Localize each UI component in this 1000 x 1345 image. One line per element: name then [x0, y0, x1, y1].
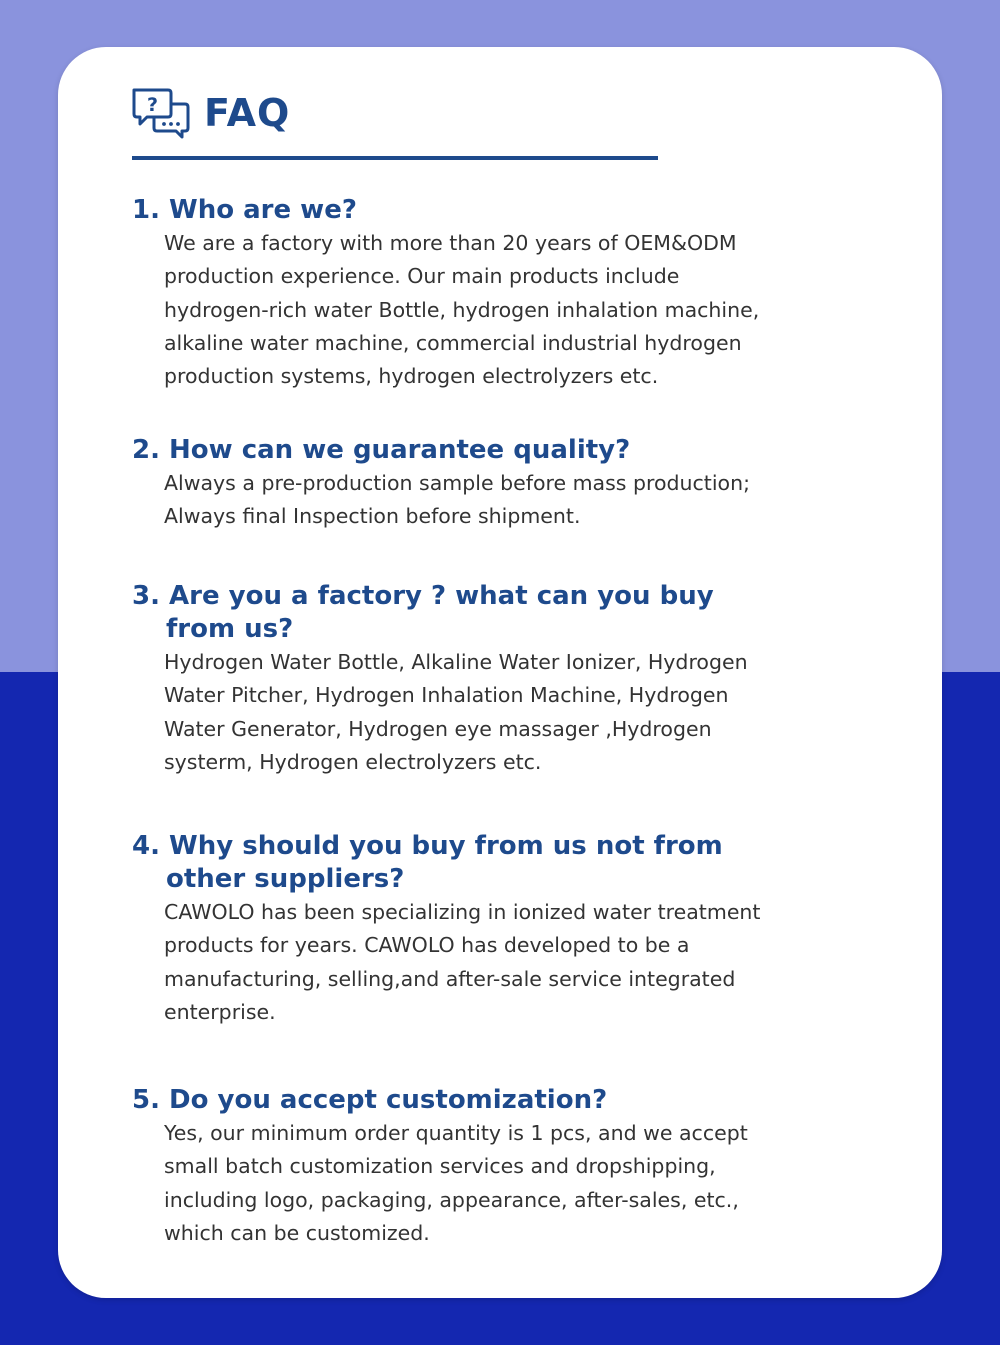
faq-card: [58, 47, 942, 1298]
faq-question: [132, 830, 872, 896]
faq-answer: [132, 896, 884, 1029]
chat-question-icon: [131, 87, 191, 139]
answer-line: Always final Inspection before shipment.: [164, 504, 581, 529]
answer-line: Hydrogen Water Bottle, Alkaline Water Ionizer, Hydrogen: [164, 650, 748, 674]
faq-item-4: [132, 830, 872, 1029]
question-number: 3.: [132, 581, 160, 611]
question-text: Are you a factory ? what can you buy: [169, 581, 714, 611]
svg-text:?: ?: [146, 94, 159, 116]
question-text: How can we guarantee quality?: [169, 435, 631, 465]
faq-item-5: [132, 1084, 872, 1250]
faq-question: [132, 194, 872, 227]
answer-line: Always a pre-production sample before mass production;: [164, 471, 750, 495]
answer-line: Water Pitcher, Hydrogen Inhalation Machine, Hydrogen: [164, 683, 729, 708]
answer-line: We are a factory with more than 20 years of OEM&ODM: [164, 231, 737, 255]
question-text: Why should you buy from us not from: [169, 831, 723, 861]
question-text: Who are we?: [169, 195, 357, 225]
faq-answer: [132, 1117, 884, 1250]
answer-line: enterprise.: [164, 999, 276, 1024]
answer-line: which can be customized.: [164, 1220, 430, 1245]
answer-line: alkaline water machine, commercial industrial hydrogen: [164, 330, 742, 355]
answer-line: manufacturing, selling,and after-sale service integrated: [164, 966, 736, 991]
faq-question: [132, 580, 872, 646]
faq-answer: [132, 467, 884, 534]
answer-line: systerm, Hydrogen electrolyzers etc.: [164, 749, 542, 774]
faq-item-3: [132, 580, 872, 779]
answer-line: Water Generator, Hydrogen eye massager ,Hydrogen: [164, 716, 712, 741]
faq-question: [132, 1084, 872, 1117]
question-number: 2.: [132, 435, 160, 465]
title-divider: [132, 156, 658, 160]
faq-answer: [132, 646, 884, 779]
answer-line: products for years. CAWOLO has developed to be a: [164, 933, 690, 958]
faq-question: [132, 434, 872, 467]
answer-line: small batch customization services and dropshipping,: [164, 1154, 716, 1179]
answer-line: including logo, packaging, appearance, after-sales, etc.,: [164, 1187, 739, 1212]
answer-line: production systems, hydrogen electrolyzers etc.: [164, 364, 659, 389]
question-text: Do you accept customization?: [169, 1085, 608, 1115]
answer-line: CAWOLO has been specializing in ionized water treatment: [164, 900, 761, 924]
answer-line: hydrogen-rich water Bottle, hydrogen inhalation machine,: [164, 297, 760, 322]
faq-item-2: [132, 434, 872, 534]
faq-item-1: [132, 194, 872, 393]
answer-line: production experience. Our main products include: [164, 264, 680, 289]
question-number: 4.: [132, 831, 160, 861]
question-text-line2: from us?: [166, 614, 294, 644]
question-text-line2: other suppliers?: [166, 864, 405, 894]
page-title: FAQ: [204, 91, 291, 135]
question-number: 1.: [132, 195, 160, 225]
answer-line: Yes, our minimum order quantity is 1 pcs, and we accept: [164, 1121, 748, 1145]
faq-answer: [132, 227, 884, 393]
question-number: 5.: [132, 1085, 160, 1115]
